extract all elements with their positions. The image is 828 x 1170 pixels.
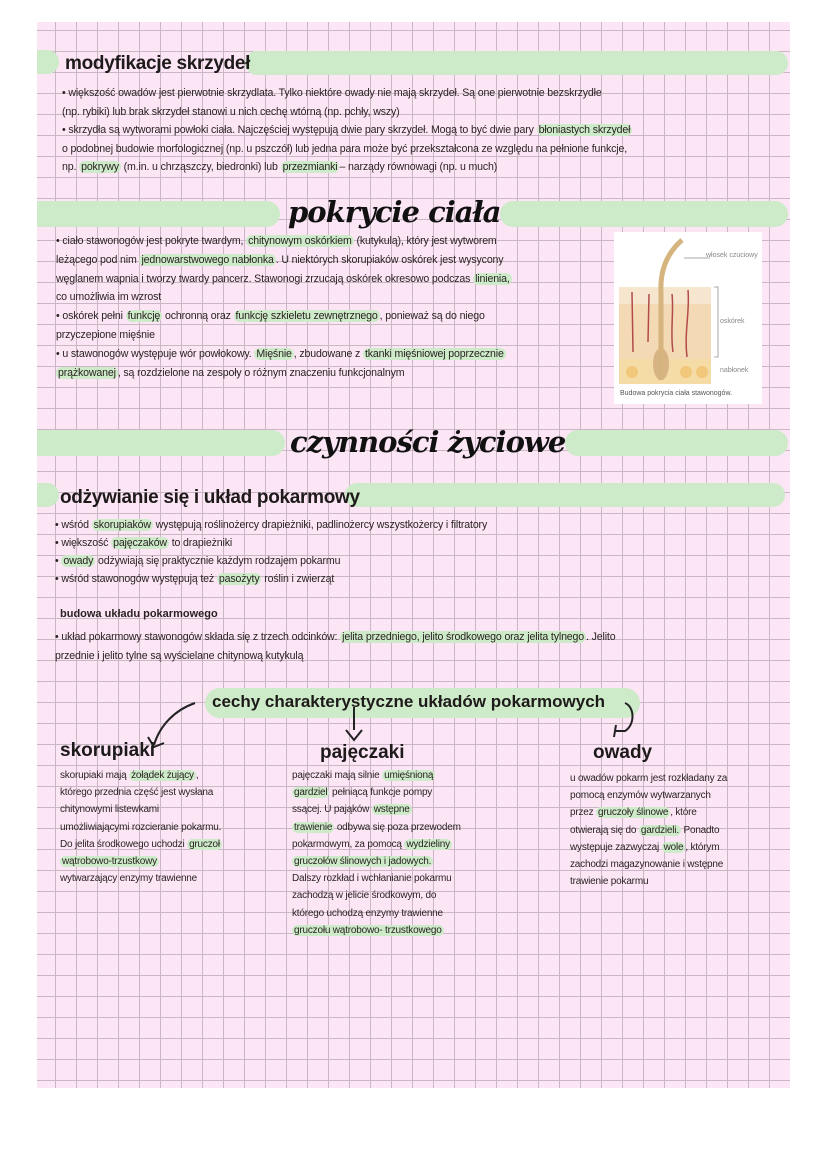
text-segment: , są rozdzielone na zespoły o różnym znaczeniu funkcjonalnym: [117, 366, 405, 379]
text-segment: • większość owadów jest pierwotnie skrzydlata. Tylko niektóre owady nie mają skrzydeł. Są one pierwotnie bezskrzydłe: [62, 87, 602, 99]
text-segment: odżywiają się praktycznie każdym rodzajem pokarmu: [95, 555, 341, 567]
text-line: [570, 856, 727, 873]
highlighted-term: Mięśnie: [256, 347, 292, 360]
highlighted-term: wole: [663, 841, 684, 853]
text-line: [60, 767, 222, 784]
text-segment: odbywa się poza przewodem: [334, 821, 461, 833]
text-line: [56, 364, 512, 383]
text-line: [292, 905, 461, 922]
text-line: [56, 251, 512, 270]
text-line: [62, 84, 632, 103]
text-segment: (np. rybiki) lub brak skrzydeł stanowi u nich cechę wtórną (np. pchły, wszy): [62, 105, 400, 118]
highlight-bar: [500, 201, 788, 227]
text-segment: umożliwiającymi rozcieranie pokarmu.: [60, 821, 222, 833]
text-segment: występuje zazwyczaj: [570, 841, 662, 853]
highlighted-term: gruczoł: [189, 838, 220, 850]
highlighted-term: jelita przedniego, jelito środkowego oraz jelita tylnego: [342, 631, 585, 643]
highlighted-term: linienia,: [475, 272, 510, 285]
text-line: [62, 121, 632, 140]
text-segment: leżącego pod nim: [56, 253, 140, 266]
text-segment: trawienie pokarmu: [570, 876, 649, 888]
highlighted-term: gruczołu wątrobowo- trzustkowego: [294, 924, 442, 936]
text-line: [292, 870, 461, 887]
label-epithelium: nabłonek: [720, 367, 749, 374]
highlighted-term: gruczoły ślinowe: [598, 807, 669, 819]
text-line: [292, 853, 461, 870]
arachnids-text: [292, 767, 461, 939]
highlighted-term: wstępne: [373, 804, 410, 816]
text-segment: którego przednia część jest wysłana: [60, 787, 214, 799]
text-segment: zachodzi magazynowanie i wstępne: [570, 859, 724, 871]
section-title-wings: modyfikacje skrzydeł: [65, 53, 251, 74]
features-title: cechy charakterystyczne układów pokarmowych: [212, 692, 606, 711]
text-line: [60, 836, 222, 853]
text-segment: przednie i jelito tylne są wyścielane chitynową kutykulą: [55, 650, 304, 662]
text-line: [60, 801, 222, 818]
text-line: [56, 270, 512, 289]
text-line: [60, 819, 222, 836]
text-segment: Dalszy rozkład i wchłanianie pokarmu: [292, 873, 452, 885]
text-line: [60, 853, 222, 870]
section-title-life-functions: czynności życiowe: [290, 425, 566, 459]
highlighted-term: przezmianki: [282, 161, 338, 173]
highlighted-term: funkcję szkieletu zewnętrznego: [235, 310, 378, 323]
text-segment: • wśród stawonogów występują też: [55, 573, 217, 585]
highlighted-term: trawienie: [294, 821, 333, 833]
highlighted-term: gardziel: [294, 787, 328, 799]
text-line: [56, 288, 512, 307]
text-segment: skorupiaki mają: [60, 770, 130, 781]
text-segment: , ponieważ są do niego: [379, 310, 485, 323]
text-line: [55, 647, 615, 666]
highlight-bar: [37, 430, 285, 456]
text-segment: o podobnej budowie morfologicznej (np. u pszczół) lub jedna para może być przekształcona ze względu na pełnione funkcje,: [62, 142, 628, 155]
text-segment: . Jelito: [586, 631, 616, 643]
text-line: [570, 873, 727, 890]
text-segment: chitynowymi listewkami: [60, 804, 159, 816]
highlighted-term: chitynowym oskórkiem: [248, 235, 352, 247]
highlight-bar: [245, 51, 788, 75]
text-line: [570, 787, 727, 804]
column-title-insects: owady: [593, 742, 653, 763]
highlighted-term: wątrobowo-trzustkowy: [62, 856, 157, 868]
text-segment: , które: [670, 807, 697, 819]
text-segment: Do jelita środkowego uchodzi: [60, 838, 188, 850]
highlighted-term: gardzieli.: [640, 824, 679, 836]
text-segment: u owadów pokarm jest rozkładany za: [570, 773, 728, 784]
text-line: [292, 922, 461, 939]
highlighted-term: wydzieliny: [406, 838, 450, 850]
highlighted-term: pajęczaków: [113, 537, 167, 549]
text-segment: • skrzydła są wytworami powłoki ciała. Najczęściej występują dwie pary skrzydeł. Mogą to być dwie pary: [62, 124, 537, 136]
text-segment: wytwarzający enzymy trawienne: [60, 873, 198, 885]
text-segment: co umożliwia im wzrost: [56, 291, 162, 304]
highlighted-term: gruczołów ślinowych i jadowych.: [294, 856, 432, 868]
text-line: [292, 887, 461, 904]
text-segment: którego uchodzą enzymy trawienne: [292, 907, 443, 919]
text-segment: •: [55, 555, 62, 567]
text-segment: pomocą enzymów wytwarzanych: [570, 790, 711, 802]
digestive-structure-text: [55, 628, 615, 666]
label-cuticle: oskórek: [720, 318, 745, 325]
text-line: [292, 767, 461, 784]
text-segment: Ponadto: [680, 824, 720, 836]
text-segment: . U niektórych skorupiaków oskórek jest wysycony: [275, 253, 504, 266]
highlight-bar: [565, 430, 788, 456]
highlight-bar: [37, 201, 280, 227]
highlighted-term: owady: [63, 555, 94, 567]
highlighted-term: funkcję: [127, 310, 161, 323]
text-segment: • wśród: [55, 519, 92, 531]
text-segment: zachodzą w jelicie środkowym, do: [292, 890, 437, 902]
text-segment: • u stawonogów występuje wór powłokowy.: [56, 347, 255, 360]
text-line: [56, 345, 512, 364]
highlight-bar: [345, 483, 785, 507]
crustaceans-text: [60, 767, 222, 887]
text-segment: roślin i zwierząt: [261, 573, 335, 585]
text-segment: , zbudowane z: [293, 347, 363, 360]
text-line: [62, 103, 632, 122]
text-line: [55, 628, 615, 647]
text-segment: otwierają się do: [570, 824, 639, 836]
text-segment: (kutykulą), który jest wytworem: [353, 235, 497, 247]
arrow-left-icon: [148, 703, 195, 747]
highlighted-term: umięśnioną: [384, 770, 434, 781]
label-sensory-hair: włosek czuciowy: [706, 252, 758, 259]
highlighted-term: tkanki mięśniowej poprzecznie: [364, 347, 504, 360]
arrow-right-icon: [614, 703, 633, 737]
column-title-arachnids: pajęczaki: [320, 742, 405, 763]
body-cover-text: [56, 232, 512, 382]
text-segment: • oskórek pełni: [56, 310, 126, 323]
text-segment: występują roślinożercy drapieżniki, padlinożercy wszystkożercy i filtratory: [152, 519, 488, 531]
highlighted-term: prążkowanej: [58, 366, 116, 379]
text-segment: ochronną oraz: [162, 310, 234, 323]
text-segment: ssącej. U pająków: [292, 804, 372, 816]
text-segment: np.: [62, 161, 80, 173]
text-line: [292, 784, 461, 801]
text-segment: przez: [570, 807, 597, 819]
text-line: [570, 804, 727, 821]
text-line: [55, 570, 487, 588]
highlighted-term: błoniastych skrzydeł: [538, 124, 631, 136]
highlighted-term: jednowarstwowego nabłonka: [141, 253, 274, 266]
text-segment: to drapieżniki: [168, 537, 233, 549]
text-line: [62, 158, 632, 177]
highlighted-term: skorupiaków: [93, 519, 151, 531]
text-line: [56, 307, 512, 326]
insects-text: [570, 770, 727, 890]
text-segment: – narządy równowagi (np. u much): [339, 161, 498, 173]
subtitle-digestive-structure: budowa układu pokarmowego: [60, 608, 218, 620]
nutrition-text: [55, 516, 487, 588]
text-segment: • większość: [55, 537, 112, 549]
column-title-crustaceans: skorupiaki: [60, 740, 156, 761]
text-line: [292, 836, 461, 853]
text-segment: (m.in. u chrząszczy, biedronki) lub: [120, 161, 281, 173]
text-line: [55, 552, 487, 570]
text-segment: pełniącą funkcje pompy: [329, 787, 433, 799]
text-line: [570, 839, 727, 856]
text-segment: , którym: [685, 841, 720, 853]
highlighted-term: żołądek żujący: [131, 770, 194, 781]
text-line: [62, 140, 632, 159]
text-segment: pokarmowym, za pomocą: [292, 838, 405, 850]
body-cover-figure: [614, 232, 762, 404]
highlighted-term: pasożyty: [218, 573, 260, 585]
text-segment: węglanem wapnia i tworzy twardy pancerz. Stawonogi zrzucają oskórek okresowo podczas: [56, 272, 474, 285]
wings-text: [62, 84, 632, 177]
text-line: [292, 801, 461, 818]
text-line: [56, 326, 512, 345]
arrow-down-icon: [346, 707, 362, 740]
text-line: [570, 822, 727, 839]
highlighted-term: pokrywy: [81, 161, 119, 173]
text-line: [292, 819, 461, 836]
text-segment: ,: [195, 770, 199, 781]
text-line: [570, 770, 727, 787]
figure-caption: Budowa pokrycia ciała stawonogów.: [620, 390, 733, 397]
text-line: [55, 516, 487, 534]
section-title-nutrition: odżywianie się i układ pokarmowy: [60, 487, 360, 508]
text-line: [55, 534, 487, 552]
text-line: [60, 784, 222, 801]
text-segment: przyczepione mięśnie: [56, 328, 155, 341]
text-line: [56, 232, 512, 251]
text-segment: pajęczaki mają silnie: [292, 770, 383, 781]
section-title-body-cover: pokrycie ciała: [288, 195, 501, 229]
text-segment: • układ pokarmowy stawonogów składa się z trzech odcinków:: [55, 631, 341, 643]
text-line: [60, 870, 222, 887]
text-segment: • ciało stawonogów jest pokryte twardym,: [56, 235, 247, 247]
